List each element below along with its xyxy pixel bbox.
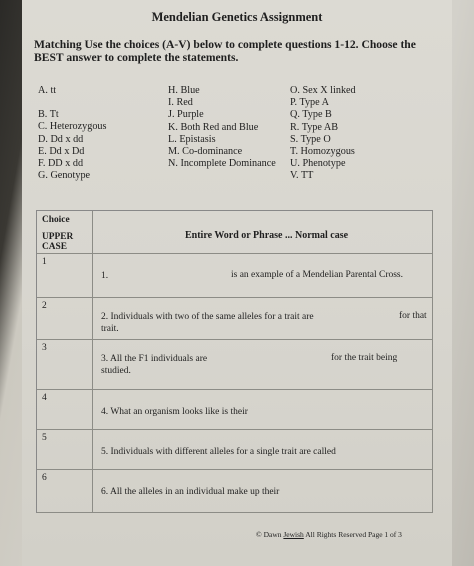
choice-item: B. Tt — [38, 109, 59, 121]
footer-name: Jewish — [283, 530, 304, 539]
choice-item: P. Type A — [290, 97, 330, 109]
choice-item: L. Epistasis — [168, 133, 216, 145]
header-case: CASE — [42, 242, 68, 252]
question-text: 5. Individuals with different alleles for a single trait are called — [101, 447, 336, 457]
question-text: 2. Individuals with two of the same alleles for a trait are — [101, 312, 314, 322]
question-text: 4. What an organism looks like is their — [101, 407, 248, 417]
answer-table — [36, 210, 433, 513]
choices-column-2 — [168, 85, 276, 170]
instructions: Matching Use the choices (A-V) below to complete questions 1-12. Choose the BEST answer to complete the statements. — [34, 38, 416, 64]
worksheet-page — [22, 0, 452, 566]
row-number: 2 — [42, 301, 47, 311]
page-title: Mendelian Genetics Assignment — [151, 10, 323, 24]
choice-item: M. Co-dominance — [168, 146, 243, 158]
choice-item: G. Genotype — [38, 170, 91, 182]
copyright-footer — [256, 530, 402, 539]
footer-suffix: All Rights Reserved Page 1 of 3 — [305, 530, 402, 539]
choice-item: R. Type AB — [290, 121, 339, 133]
choice-item: I. Red — [168, 97, 193, 109]
choice-item: D. Dd x dd — [38, 133, 84, 145]
choice-item: A. tt — [38, 85, 57, 96]
question-text-cont: trait. — [101, 324, 119, 334]
choice-item: U. Phenotype — [290, 158, 346, 170]
choice-item: F. DD x dd — [38, 158, 84, 170]
question-text: 3. All the F1 individuals are — [101, 354, 208, 364]
header-choice: Choice — [42, 215, 70, 225]
choice-item: C. Heterozygous — [38, 121, 107, 133]
question-text-right: for the trait being — [331, 353, 398, 363]
choice-item: S. Type O — [290, 133, 331, 145]
choice-item: V. TT — [290, 170, 314, 182]
header-upper: UPPER — [42, 232, 74, 242]
choice-item: J. Purple — [168, 109, 204, 121]
choice-item: T. Homozygous — [290, 146, 355, 158]
choice-item: E. Dd x Dd — [38, 145, 85, 157]
question-text: 6. All the alleles in an individual make up their — [101, 487, 280, 497]
row-number: 6 — [42, 473, 47, 483]
choice-item: H. Blue — [168, 85, 200, 96]
header-main: Entire Word or Phrase ... Normal case — [185, 230, 349, 241]
choice-item: N. Incomplete Dominance — [168, 158, 276, 170]
footer-prefix: © Dawn — [256, 530, 282, 539]
question-text-right: is an example of a Mendelian Parental Cross. — [231, 270, 404, 280]
question-text: 1. — [101, 271, 109, 281]
choice-item: K. Both Red and Blue — [168, 121, 259, 133]
choices-column-1 — [38, 85, 106, 182]
row-number: 4 — [42, 393, 47, 403]
row-number: 3 — [42, 343, 47, 353]
question-text-cont: studied. — [101, 366, 131, 376]
choice-item: O. Sex X linked — [290, 85, 356, 96]
row-number: 1 — [42, 257, 47, 267]
choices-column-3 — [290, 85, 356, 183]
choice-item: Q. Type B — [290, 109, 332, 121]
question-text-right: for that — [399, 311, 427, 321]
row-number: 5 — [42, 433, 47, 443]
